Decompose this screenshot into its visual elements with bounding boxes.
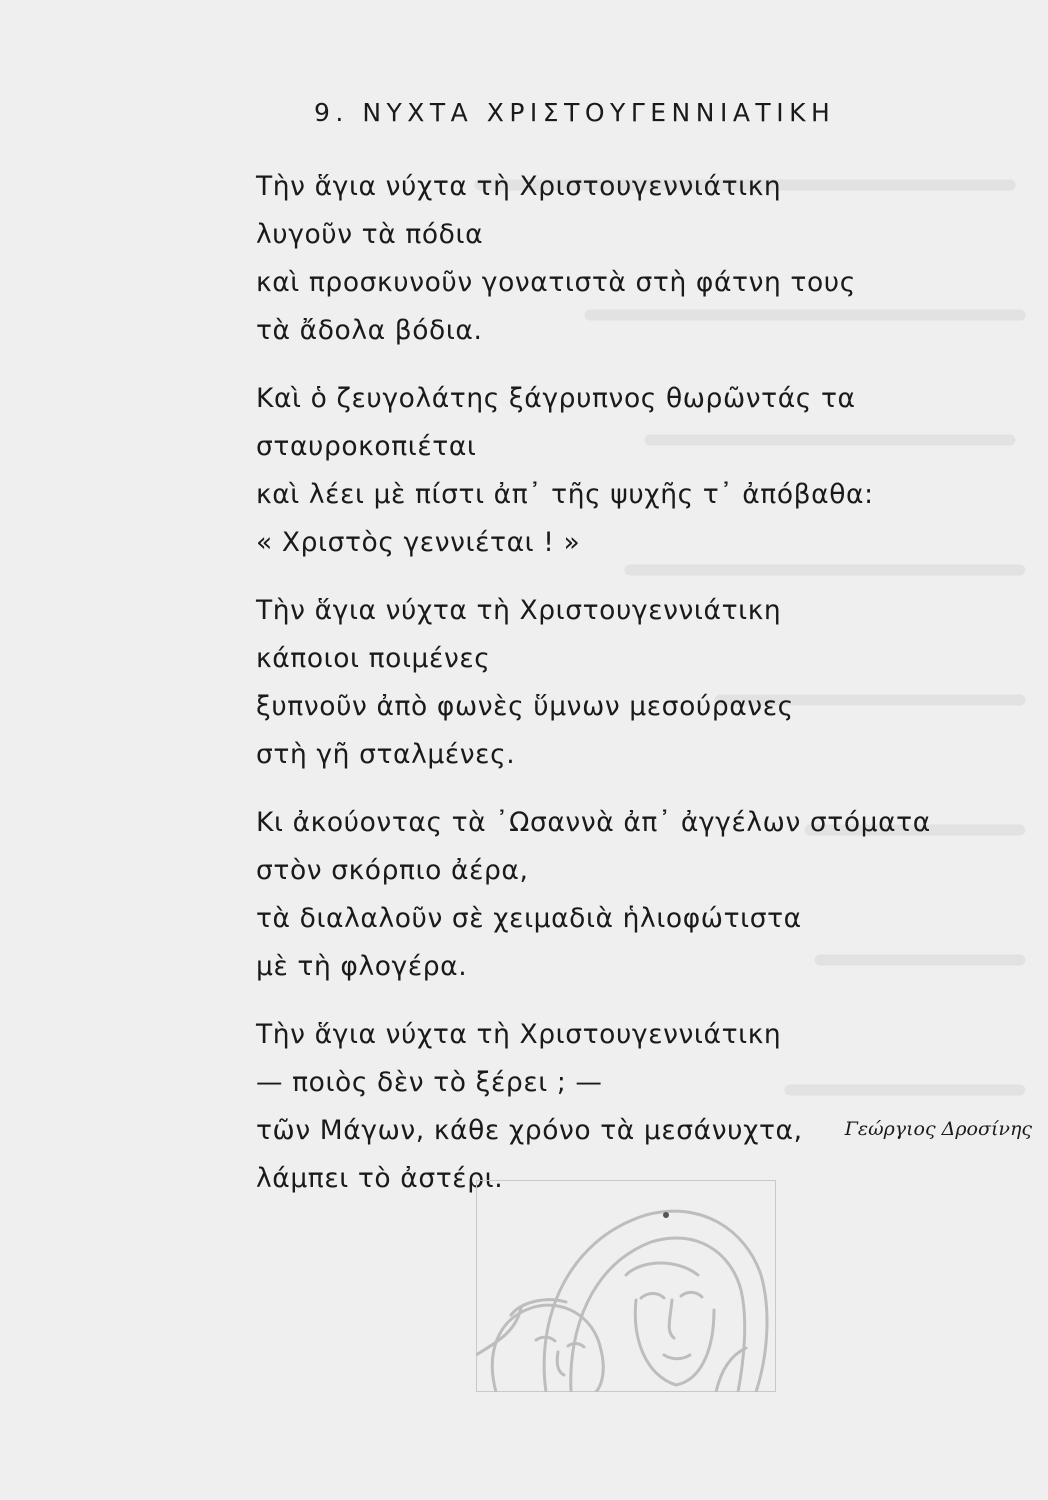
poem-line: τὰ ἄδολα βόδια.: [256, 315, 483, 346]
poem-line: « Χριστὸς γεννιέται ! »: [256, 527, 581, 558]
poem-body: [256, 163, 1016, 1223]
poem-line: ξυπνοῦν ἀπὸ φωνὲς ὕμνων μεσούρανες: [256, 691, 794, 722]
poem-line: καὶ προσκυνοῦν γονατιστὰ στὴ φάτνη τους: [256, 267, 856, 298]
poem-line: κάποιοι ποιμένες: [256, 643, 491, 674]
madonna-and-child-icon: [476, 1180, 776, 1392]
poem-author: Γεώργιος Δροσίνης: [844, 1118, 1032, 1140]
poem-number: 9.: [314, 98, 349, 127]
poem-line: καὶ λέει μὲ πίστι ἀπ᾽ τῆς ψυχῆς τ᾽ ἀπόβαθα:: [256, 479, 874, 510]
stanza-4: [256, 799, 1016, 991]
stanza-3: [256, 587, 1016, 779]
poem-title: [314, 98, 835, 127]
poem-line: Κι ἀκούοντας τὰ ᾽Ωσαννὰ ἀπ᾽ ἀγγέλων στόματα: [256, 807, 931, 838]
poem-line: τὰ διαλαλοῦν σὲ χειμαδιὰ ἡλιοφώτιστα: [256, 903, 802, 934]
poem-line: Τὴν ἅγια νύχτα τὴ Χριστουγεννιάτικη: [256, 1019, 782, 1050]
poem-line: σταυροκοπιέται: [256, 431, 477, 462]
poem-line: λάμπει τὸ ἀστέρι.: [256, 1163, 504, 1194]
poem-title-text: ΝΥΧΤΑ ΧΡΙΣΤΟΥΓΕΝΝΙΑΤΙΚΗ: [362, 98, 836, 127]
poem-line: Τὴν ἅγια νύχτα τὴ Χριστουγεννιάτικη: [256, 595, 782, 626]
poem-line: λυγοῦν τὰ πόδια: [256, 219, 484, 250]
poem-line: τῶν Μάγων, κάθε χρόνο τὰ μεσάνυχτα,: [256, 1115, 803, 1146]
stanza-2: [256, 375, 1016, 567]
poem-line: Τὴν ἅγια νύχτα τὴ Χριστουγεννιάτικη: [256, 171, 782, 202]
stanza-1: [256, 163, 1016, 355]
poem-line: Καὶ ὁ ζευγολάτης ξάγρυπνος θωρῶντάς τα: [256, 383, 856, 414]
poem-line: στὴ γῆ σταλμένες.: [256, 739, 516, 770]
stanza-5: [256, 1011, 1016, 1203]
poem-line: — ποιὸς δὲν τὸ ξέρει ; —: [256, 1067, 603, 1098]
poem-line: μὲ τὴ φλογέρα.: [256, 951, 468, 982]
poem-line: στὸν σκόρπιο ἀέρα,: [256, 855, 529, 886]
